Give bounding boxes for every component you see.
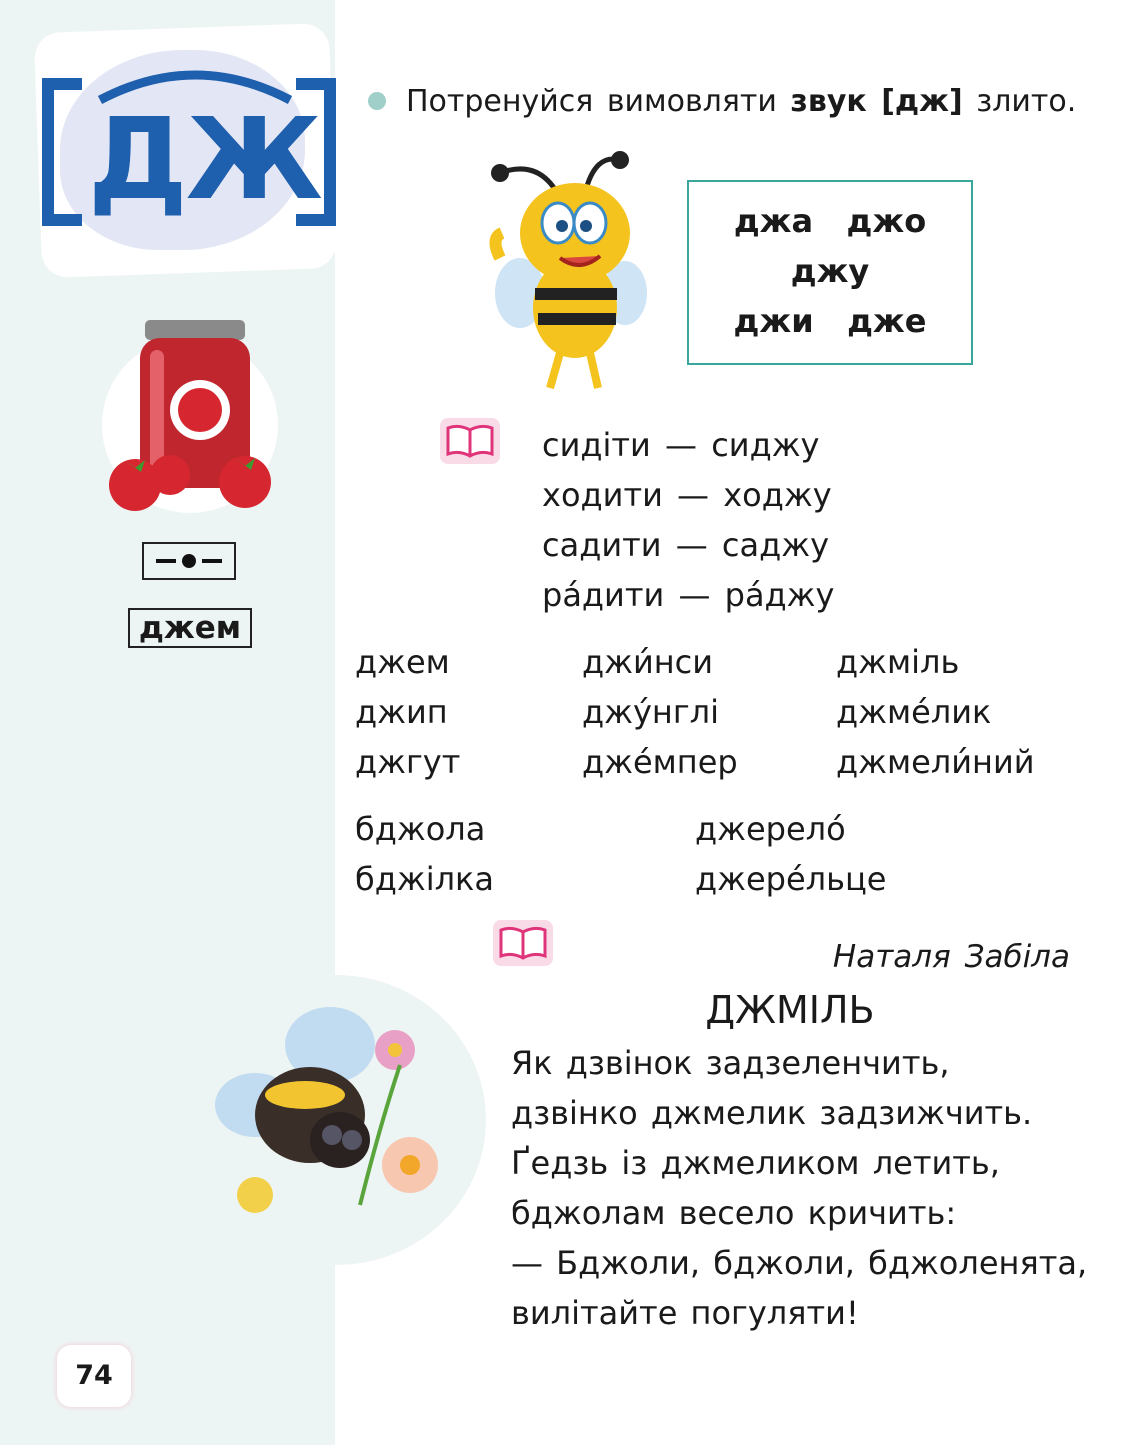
syllable-line: джу — [790, 252, 870, 290]
instruction-bold: звук [дж] — [790, 84, 963, 119]
word-column-1 — [355, 637, 460, 787]
word: джи́нси — [582, 643, 714, 681]
word-column-2 — [582, 637, 738, 787]
picture-word: джем — [128, 608, 252, 648]
left-bracket — [42, 78, 82, 226]
syllables-box — [687, 180, 973, 365]
word: джем — [355, 643, 450, 681]
book-icon — [493, 920, 553, 966]
word: джерело́ — [695, 810, 846, 848]
jam-jar-icon — [95, 310, 285, 520]
word: джу́нглі — [582, 693, 719, 731]
pair-line: сидіти — сиджу — [542, 426, 820, 464]
word: джме́лик — [836, 693, 992, 731]
scheme-dash — [156, 559, 176, 563]
word: джмели́ний — [836, 743, 1035, 781]
word-column-3 — [836, 637, 1035, 787]
poem-title: ДЖМІЛЬ — [705, 988, 875, 1032]
word: бджілка — [355, 860, 494, 898]
word: бджола — [355, 810, 486, 848]
poem-author: Наталя Забіла — [832, 939, 1070, 975]
word-column-4 — [355, 804, 494, 904]
word: джере́льце — [695, 860, 887, 898]
word: дже́мпер — [582, 743, 738, 781]
sound-letters: ДЖ — [88, 95, 321, 225]
sound-scheme — [142, 542, 236, 580]
pair-line: садити — саджу — [542, 526, 829, 564]
page-number: 74 — [57, 1345, 131, 1407]
pair-line: ра́дити — ра́джу — [542, 576, 835, 614]
bullet-icon — [368, 92, 386, 110]
word-column-5 — [695, 804, 886, 904]
poem-text — [511, 1038, 1087, 1338]
poem-line: дзвінко джмелик задзижчить. — [511, 1094, 1033, 1132]
instruction-post: злито. — [976, 84, 1077, 119]
verb-pairs — [542, 420, 834, 620]
word: джміль — [836, 643, 960, 681]
scheme-dot — [182, 554, 196, 568]
poem-line: — Бджоли, бджоли, бджоленята, — [511, 1244, 1088, 1282]
poem-line: Як дзвінок задзеленчить, — [511, 1044, 950, 1082]
book-icon — [440, 418, 500, 464]
word: джип — [355, 693, 448, 731]
poem-line: Ґедзь із джмеликом летить, — [511, 1144, 1000, 1182]
scheme-dash — [202, 559, 222, 563]
instruction — [406, 80, 1076, 124]
instruction-pre: Потренуйся вимовляти — [406, 84, 777, 119]
pair-line: ходити — ходжу — [542, 476, 832, 514]
syllable-line: джи дже — [733, 302, 927, 340]
bumblebee-icon — [210, 1005, 450, 1220]
poem-line: бджолам весело кричить: — [511, 1194, 957, 1232]
poem-line: вилітайте погуляти! — [511, 1294, 859, 1332]
bee-icon — [480, 148, 660, 398]
syllable-line: джа джо — [733, 202, 927, 240]
word: джгут — [355, 743, 461, 781]
